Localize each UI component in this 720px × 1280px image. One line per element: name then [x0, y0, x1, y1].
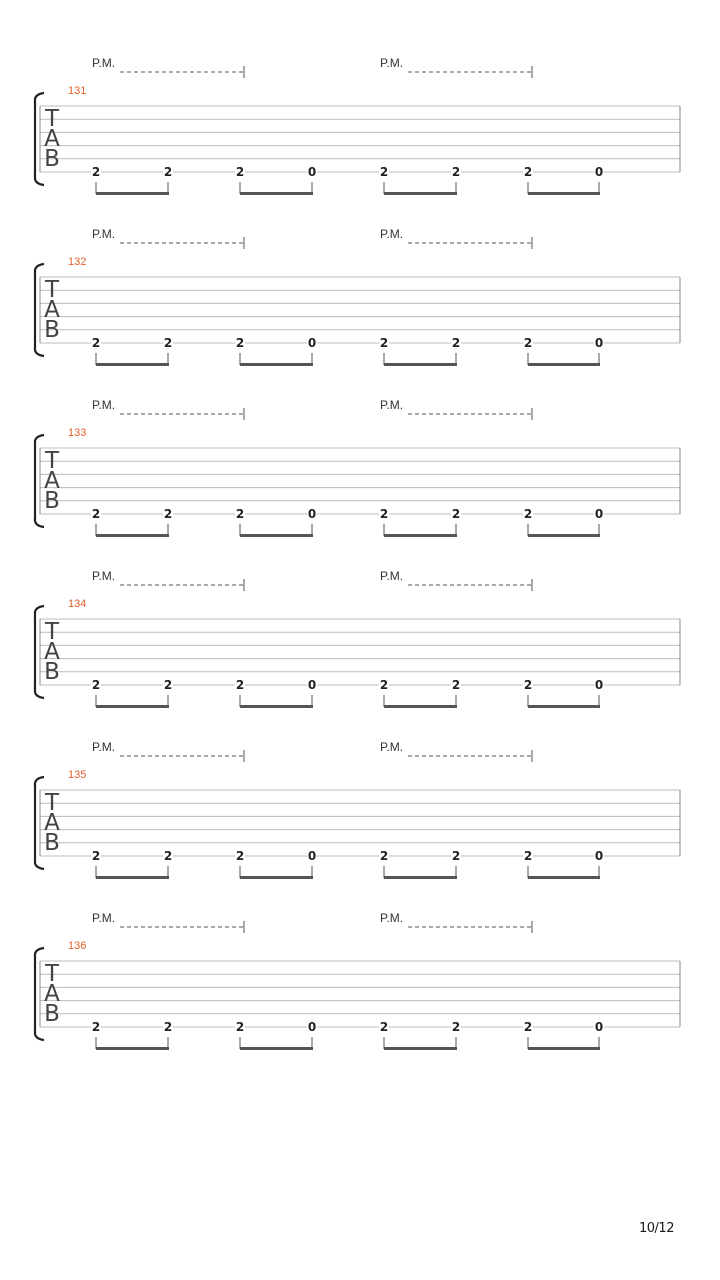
tab-clef-letter: B [44, 146, 60, 172]
fret-number: 2 [91, 849, 101, 863]
tab-clef-letter: T [44, 106, 60, 132]
fret-number: 2 [163, 849, 173, 863]
fret-number: 0 [307, 507, 317, 521]
fret-number: 2 [163, 165, 173, 179]
fret-number: 2 [379, 849, 389, 863]
tab-clef-letter: A [44, 297, 60, 323]
fret-number: 2 [379, 507, 389, 521]
beam [528, 876, 600, 879]
fret-number: 2 [91, 507, 101, 521]
measure-number: 131 [68, 85, 87, 97]
page-number: 10/12 [639, 1221, 674, 1236]
beam [240, 363, 313, 366]
fret-number: 0 [307, 336, 317, 350]
fret-number: 2 [235, 165, 245, 179]
beam [240, 192, 313, 195]
fret-number: 2 [451, 507, 461, 521]
measure-number: 134 [68, 598, 87, 610]
fret-number: 2 [451, 849, 461, 863]
palm-mute-label: P.M. [92, 56, 116, 70]
tab-system [35, 569, 680, 708]
beam [96, 876, 169, 879]
beam [240, 876, 313, 879]
beam [240, 1047, 313, 1050]
palm-mute-label: P.M. [380, 56, 404, 70]
beam [240, 705, 313, 708]
tab-clef-letter: B [44, 1001, 60, 1027]
fret-number: 0 [307, 678, 317, 692]
tab-clef-letter: A [44, 981, 60, 1007]
palm-mute-label: P.M. [92, 911, 116, 925]
beam [384, 534, 457, 537]
tab-system [35, 740, 680, 879]
measure-number: 136 [68, 940, 87, 952]
beam [384, 363, 457, 366]
fret-number: 2 [235, 678, 245, 692]
palm-mute-label: P.M. [380, 398, 404, 412]
beam [528, 192, 600, 195]
beam [96, 192, 169, 195]
fret-number: 2 [91, 678, 101, 692]
tab-clef-letter: B [44, 659, 60, 685]
beam [384, 192, 457, 195]
tab-clef-letter: B [44, 488, 60, 514]
fret-number: 0 [307, 1020, 317, 1034]
fret-number: 2 [451, 165, 461, 179]
palm-mute-label: P.M. [92, 227, 116, 241]
tab-clef-letter: T [44, 448, 60, 474]
tab-system [35, 398, 680, 537]
beam [384, 1047, 457, 1050]
beam [528, 363, 600, 366]
fret-number: 2 [163, 336, 173, 350]
fret-number: 0 [307, 849, 317, 863]
fret-number: 2 [163, 678, 173, 692]
measure-number: 132 [68, 256, 87, 268]
beam [96, 534, 169, 537]
tab-clef-letter: T [44, 790, 60, 816]
fret-number: 2 [523, 1020, 533, 1034]
fret-number: 2 [91, 336, 101, 350]
beam [240, 534, 313, 537]
fret-number: 2 [91, 1020, 101, 1034]
fret-number: 2 [163, 1020, 173, 1034]
fret-number: 0 [307, 165, 317, 179]
tab-clef-letter: B [44, 317, 60, 343]
fret-number: 2 [523, 849, 533, 863]
fret-number: 2 [235, 336, 245, 350]
fret-number: 0 [594, 678, 604, 692]
fret-number: 0 [594, 1020, 604, 1034]
tab-clef-letter: A [44, 468, 60, 494]
tab-clef-letter: T [44, 277, 60, 303]
fret-number: 2 [235, 1020, 245, 1034]
palm-mute-label: P.M. [380, 740, 404, 754]
fret-number: 2 [451, 1020, 461, 1034]
fret-number: 2 [91, 165, 101, 179]
fret-number: 2 [379, 1020, 389, 1034]
palm-mute-label: P.M. [92, 740, 116, 754]
fret-number: 2 [379, 336, 389, 350]
tab-system [35, 56, 680, 195]
palm-mute-label: P.M. [92, 569, 116, 583]
fret-number: 2 [235, 849, 245, 863]
beam [96, 1047, 169, 1050]
tab-clef-letter: B [44, 830, 60, 856]
fret-number: 0 [594, 849, 604, 863]
beam [528, 705, 600, 708]
fret-number: 2 [451, 336, 461, 350]
beam [528, 1047, 600, 1050]
fret-number: 0 [594, 507, 604, 521]
beam [96, 705, 169, 708]
fret-number: 2 [163, 507, 173, 521]
tab-clef-letter: A [44, 126, 60, 152]
palm-mute-label: P.M. [380, 227, 404, 241]
measure-number: 135 [68, 769, 87, 781]
palm-mute-label: P.M. [92, 398, 116, 412]
beam [528, 534, 600, 537]
fret-number: 2 [523, 507, 533, 521]
beam [96, 363, 169, 366]
fret-number: 0 [594, 336, 604, 350]
tab-clef-letter: A [44, 810, 60, 836]
fret-number: 2 [379, 678, 389, 692]
fret-number: 2 [379, 165, 389, 179]
fret-number: 2 [235, 507, 245, 521]
tab-system [35, 911, 680, 1050]
tab-system [35, 227, 680, 366]
palm-mute-label: P.M. [380, 569, 404, 583]
beam [384, 705, 457, 708]
tab-clef-letter: T [44, 961, 60, 987]
fret-number: 2 [451, 678, 461, 692]
tab-clef-letter: A [44, 639, 60, 665]
fret-number: 2 [523, 678, 533, 692]
palm-mute-label: P.M. [380, 911, 404, 925]
fret-number: 0 [594, 165, 604, 179]
fret-number: 2 [523, 336, 533, 350]
beam [384, 876, 457, 879]
fret-number: 2 [523, 165, 533, 179]
tab-clef-letter: T [44, 619, 60, 645]
measure-number: 133 [68, 427, 87, 439]
